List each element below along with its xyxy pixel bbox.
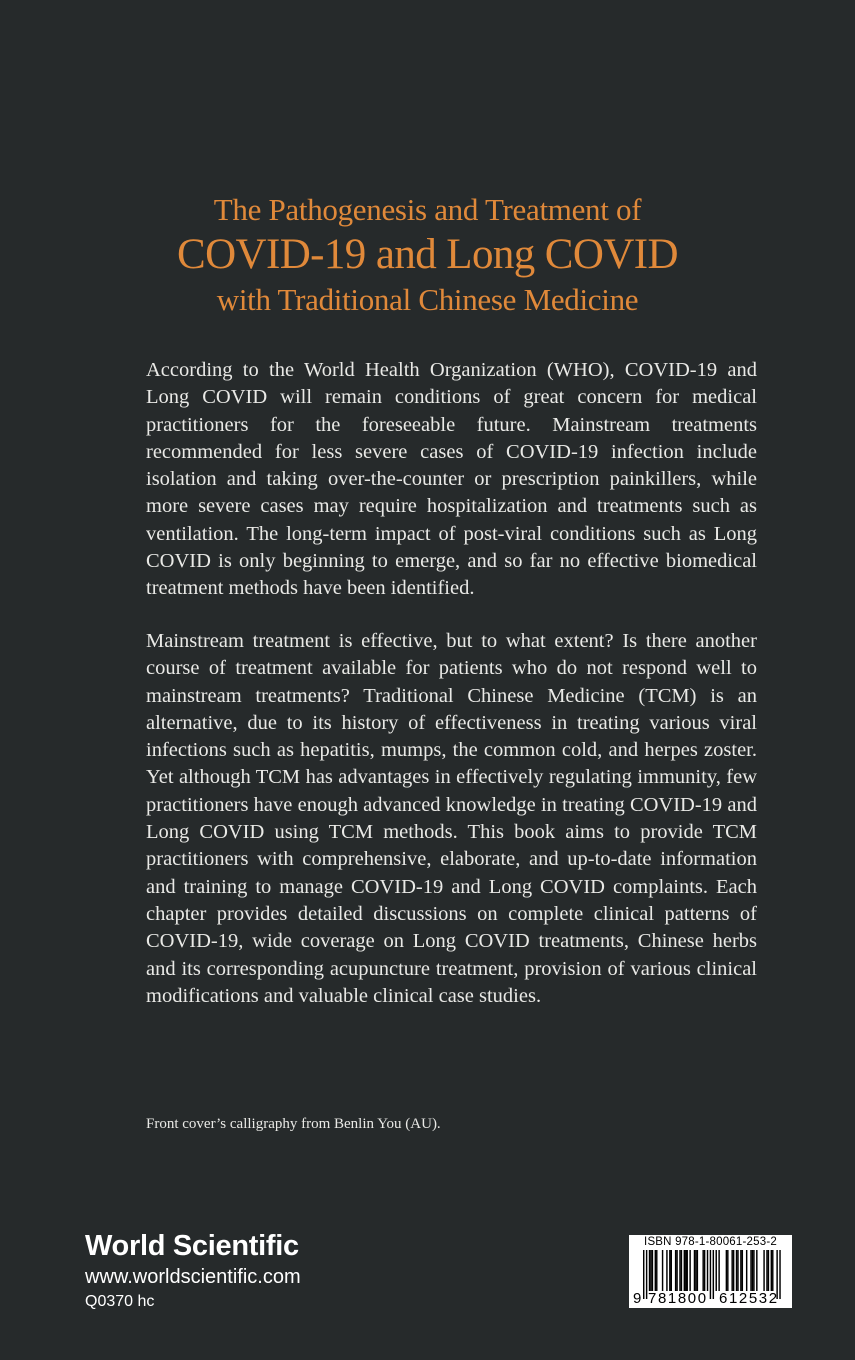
barcode-bar (684, 1250, 685, 1291)
barcode-right-digits: 612532 (719, 1290, 779, 1307)
barcode-bar (756, 1250, 757, 1291)
barcode-bar (707, 1250, 708, 1291)
barcode-bar (752, 1250, 753, 1291)
blurb-paragraph-1: According to the World Health Organization (WHO), COVID-19 and Long COVID will remain conditions of great concern for medical practitioners for the foreseeable future. Mainstream treatments recommended for less severe cases of COVID-19 infection include isolation and taking over-the-counter or prescription painkillers, while more severe cases may require hospitalization and treatments such as ventilation. The long-term impact of post-viral conditions such as Long COVID is only beginning to emerge, and so far no effective biomedical treatment methods have been identified. (146, 359, 757, 600)
barcode-bar (666, 1250, 667, 1291)
barcode-bar (736, 1250, 737, 1291)
barcode-bar (750, 1250, 751, 1291)
barcode-left-digits: 781800 (648, 1290, 708, 1307)
barcode-bar (731, 1250, 732, 1291)
title-line-1: The Pathogenesis and Treatment of (213, 192, 642, 227)
publisher-name: World Scientific (85, 1230, 299, 1262)
barcode-bar (746, 1250, 747, 1291)
barcode-bar (656, 1250, 657, 1291)
blurb-paragraph-2: Mainstream treatment is effective, but to what extent? Is there another course of treatment available for patients who do not respond well to mainstream treatments? Traditional Chinese Medicine (TCM) is an alternative, due to its history of effectiveness in treating various viral infections such as hepatitis, mumps, the common cold, and herpes zoster. Yet although TCM has advantages in effectively regulating immunity, few practitioners have enough advanced knowledge in treating COVID-19 and Long COVID using TCM methods. This book aims to provide TCM practitioners with comprehensive, elaborate, and up-to-date information and training to manage COVID-19 and Long COVID complaints. Each chapter provides detailed discussions on complete clinical patterns of COVID-19, wide coverage on Long COVID treatments, Chinese herbs and its corresponding acupuncture treatment, provision of various clinical modifications and valuable clinical case studies. (146, 630, 757, 1007)
barcode-first-digit: 9 (633, 1290, 642, 1307)
barcode-bar (718, 1250, 719, 1291)
barcode-bar (702, 1250, 703, 1291)
barcode-bar (768, 1250, 769, 1291)
barcode-bar (675, 1250, 676, 1291)
barcode-bar (687, 1250, 688, 1291)
barcode-bar (694, 1250, 695, 1291)
barcode-bar (650, 1250, 651, 1291)
barcode-bar (726, 1250, 727, 1291)
barcode-bar (643, 1250, 644, 1299)
barcode-bar (697, 1250, 698, 1291)
barcode-bar (662, 1250, 663, 1291)
barcode-bar (652, 1250, 653, 1291)
barcode-bar (716, 1250, 717, 1291)
barcode-bar (710, 1250, 711, 1299)
barcode-bar (689, 1250, 690, 1291)
publisher-url: www.worldscientific.com (85, 1266, 301, 1288)
barcode-bar (704, 1250, 705, 1291)
barcode-bar (763, 1250, 764, 1291)
barcode-bar (676, 1250, 677, 1291)
barcode-bar (681, 1250, 682, 1291)
barcode-bar (671, 1250, 672, 1291)
barcode-bar (695, 1250, 696, 1291)
publisher-block (85, 1228, 301, 1314)
barcode-bar (679, 1250, 680, 1291)
product-code: Q0370 hc (85, 1293, 155, 1310)
barcode-bar (727, 1250, 728, 1291)
barcode-bar (742, 1250, 743, 1291)
barcode-bar (649, 1250, 650, 1291)
title-line-2: COVID-19 and Long COVID (177, 231, 678, 278)
book-title (0, 190, 855, 320)
barcode-bar (779, 1250, 780, 1299)
barcode-bar (740, 1250, 741, 1291)
barcode-bar (685, 1250, 686, 1291)
barcode-bar (737, 1250, 738, 1291)
isbn-label: ISBN 978-1-80061-253-2 (644, 1236, 777, 1248)
barcode-bar (733, 1250, 734, 1291)
barcode-bar (655, 1250, 656, 1291)
calligraphy-credit: Front cover’s calligraphy from Benlin You (AU). (146, 1116, 441, 1132)
isbn-barcode (629, 1235, 792, 1308)
barcode-bar (772, 1250, 773, 1291)
barcode-bar (713, 1250, 714, 1299)
barcode-bar (669, 1250, 670, 1291)
barcode-bar (753, 1250, 754, 1291)
title-line-3: with Traditional Chinese Medicine (216, 282, 639, 317)
barcode-bar (771, 1250, 772, 1291)
barcode-bar (766, 1250, 767, 1291)
